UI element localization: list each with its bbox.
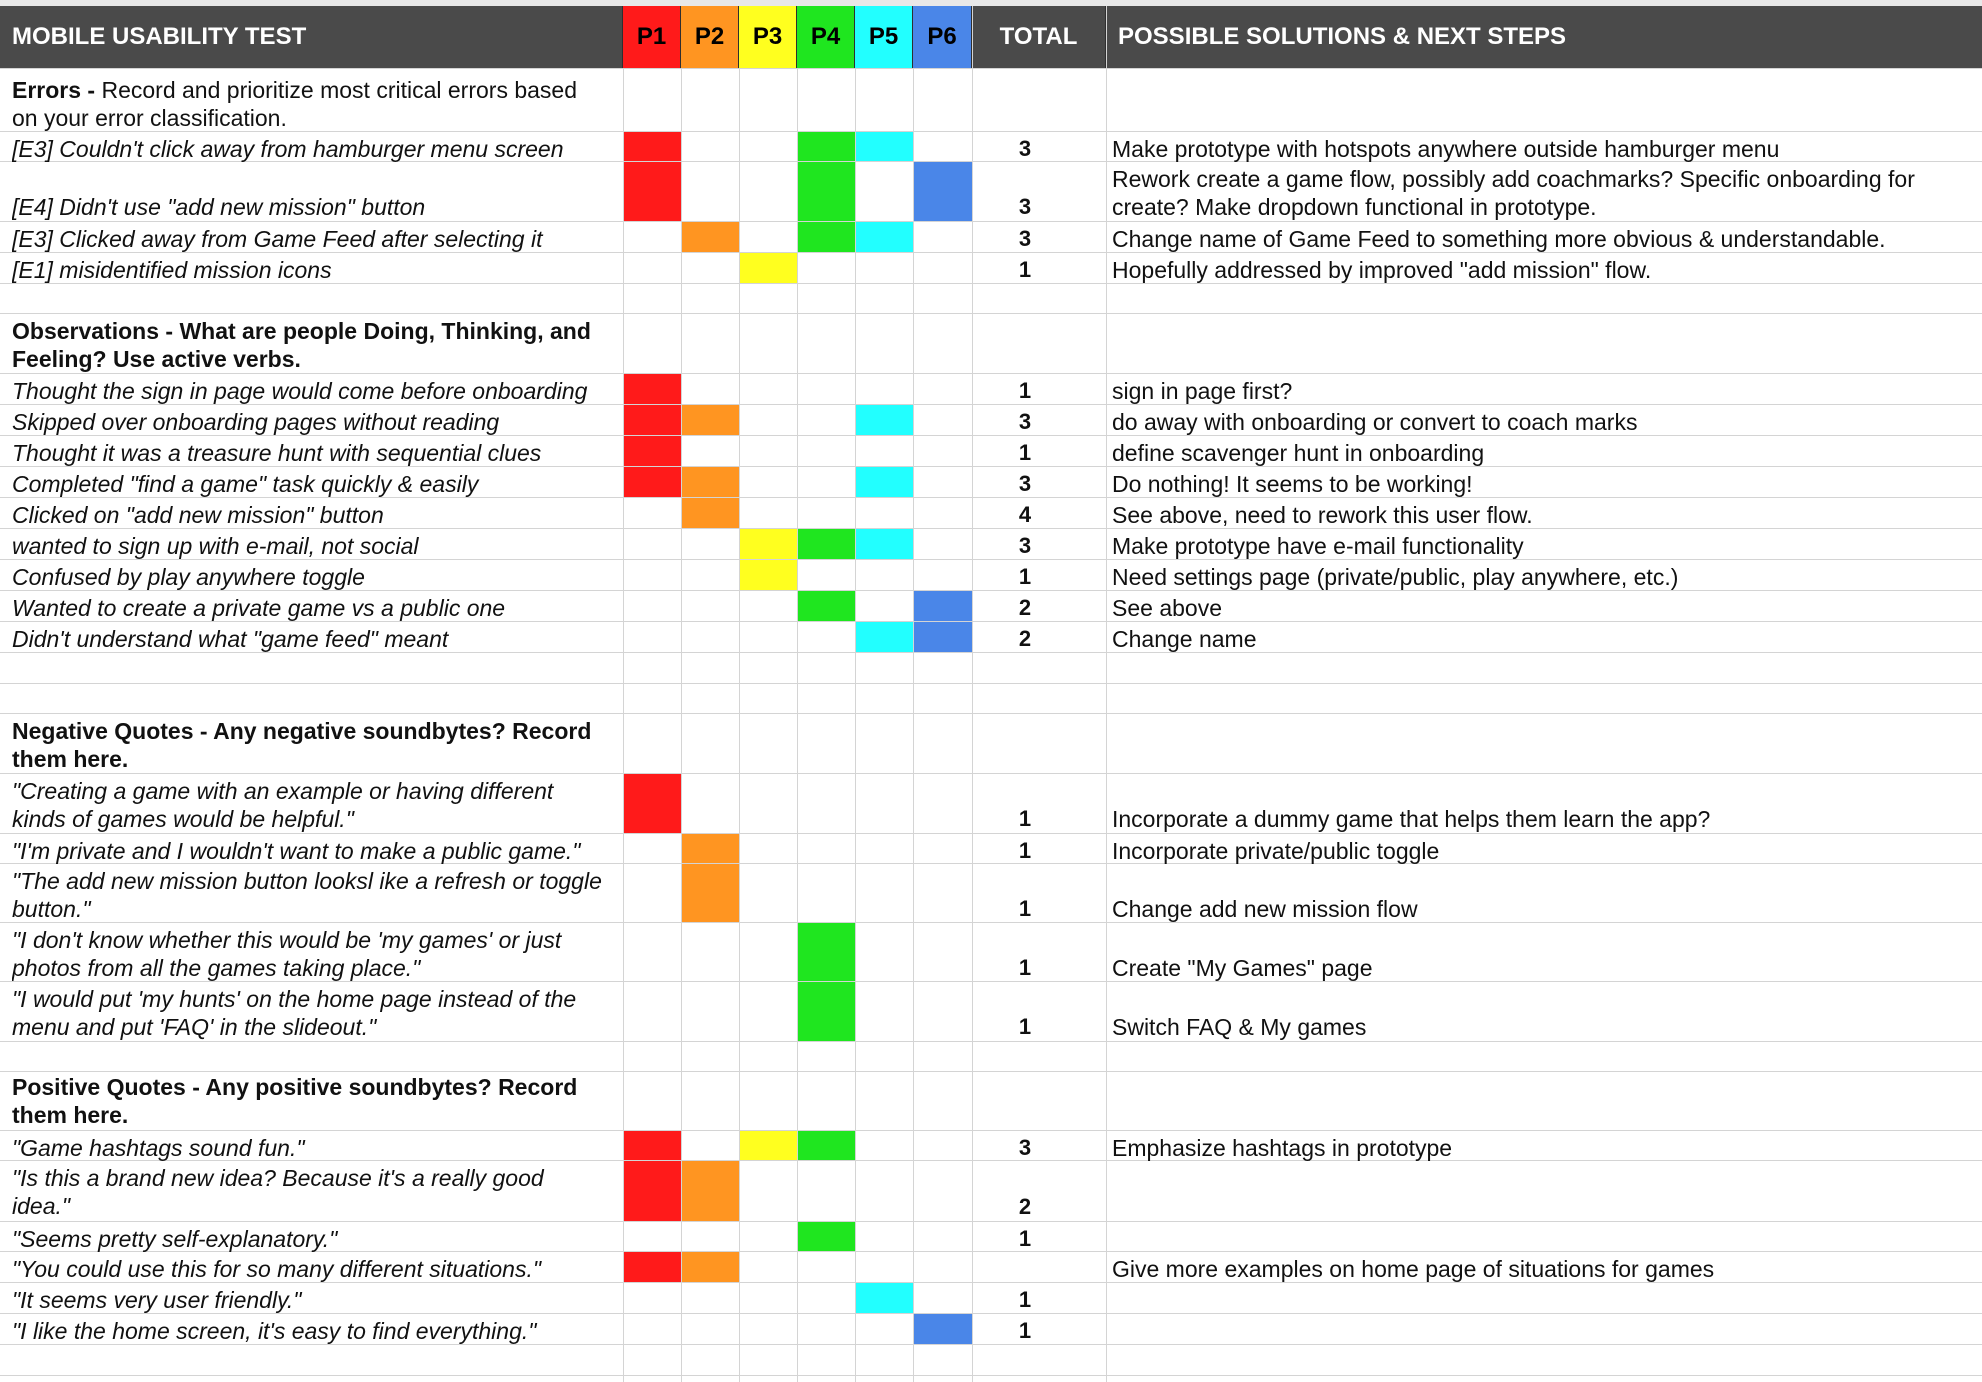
mark-p2[interactable] [682, 1161, 739, 1221]
item-total[interactable]: 3 [1018, 409, 1032, 434]
mark-p1[interactable] [624, 1131, 681, 1160]
item-solution[interactable]: define scavenger hunt in onboarding [1112, 440, 1485, 466]
item-solution[interactable]: Change name of Game Feed to something more obvious & understandable. [1112, 226, 1886, 252]
item-text[interactable]: "I would put 'my hunts' on the home page instead of the menu and put 'FAQ' in the slideout." [12, 986, 577, 1040]
mark-p2[interactable] [682, 467, 739, 497]
section-description: Any positive soundbytes? Record them here. [12, 1074, 578, 1128]
item-total[interactable]: 2 [1018, 626, 1032, 651]
mark-p3[interactable] [740, 560, 797, 590]
item-text[interactable]: Wanted to create a private game vs a public one [12, 595, 506, 621]
header-p3[interactable]: P3 [739, 6, 797, 68]
item-text[interactable]: Skipped over onboarding pages without reading [12, 409, 500, 435]
mark-p2[interactable] [682, 405, 739, 435]
header-title[interactable]: MOBILE USABILITY TEST [0, 6, 623, 68]
mark-p3[interactable] [740, 253, 797, 283]
mark-p3[interactable] [740, 1131, 797, 1160]
section-description: Record and prioritize most critical errors based on your error classification. [12, 77, 577, 131]
item-total[interactable]: 3 [1018, 226, 1032, 251]
mark-p1[interactable] [624, 405, 681, 435]
item-text[interactable]: "Is this a brand new idea? Because it's a really good idea." [12, 1165, 544, 1219]
mark-p4[interactable] [798, 529, 855, 559]
item-text[interactable]: Confused by play anywhere toggle [12, 564, 365, 590]
mark-p5[interactable] [856, 132, 913, 161]
item-solution[interactable]: Switch FAQ & My games [1112, 1014, 1367, 1040]
mark-p4[interactable] [798, 923, 855, 981]
mark-p1[interactable] [624, 1161, 681, 1221]
mark-p4[interactable] [798, 222, 855, 252]
item-text[interactable]: "It seems very user friendly." [12, 1287, 302, 1313]
item-text[interactable]: Completed "find a game" task quickly & easily [12, 471, 479, 497]
section-title: Errors - [12, 77, 102, 103]
item-solution[interactable]: Change add new mission flow [1112, 896, 1418, 922]
item-total[interactable]: 2 [1018, 1194, 1032, 1219]
item-solution[interactable]: Emphasize hashtags in prototype [1112, 1135, 1453, 1161]
item-total[interactable]: 1 [1018, 806, 1032, 831]
item-total[interactable]: 3 [1018, 471, 1032, 496]
item-total[interactable]: 1 [1018, 1318, 1032, 1343]
item-text[interactable]: Didn't understand what "game feed" meant [12, 626, 449, 652]
item-total[interactable]: 3 [1018, 1135, 1032, 1160]
item-solution[interactable]: Hopefully addressed by improved "add mission" flow. [1112, 257, 1652, 283]
mark-p4[interactable] [798, 162, 855, 221]
mark-p6[interactable] [914, 1314, 972, 1344]
item-total[interactable]: 2 [1018, 595, 1032, 620]
mark-p4[interactable] [798, 982, 855, 1041]
item-solution[interactable]: do away with onboarding or convert to coach marks [1112, 409, 1638, 435]
section-description: Any negative soundbytes? Record them here. [12, 718, 592, 772]
item-total[interactable]: 1 [1018, 1287, 1032, 1312]
item-text[interactable]: "Creating a game with an example or having different kinds of games would be helpful." [12, 778, 554, 832]
header-p5[interactable]: P5 [855, 6, 913, 68]
item-solution[interactable]: Make prototype have e-mail functionality [1112, 533, 1524, 559]
item-text[interactable]: "You could use this for so many different situations." [12, 1256, 541, 1282]
item-text[interactable]: [E4] Didn't use "add new mission" button [12, 194, 426, 220]
item-text[interactable]: [E3] Couldn't click away from hamburger menu screen [12, 136, 564, 162]
item-total[interactable]: 3 [1018, 194, 1032, 219]
header-solutions[interactable]: POSSIBLE SOLUTIONS & NEXT STEPS [1118, 23, 1567, 50]
mark-p1[interactable] [624, 774, 681, 833]
item-solution[interactable]: Do nothing! It seems to be working! [1112, 471, 1473, 497]
section-observations-header[interactable] [12, 317, 617, 373]
header-p6[interactable]: P6 [913, 6, 972, 68]
mark-p4[interactable] [798, 1131, 855, 1160]
mark-p6[interactable] [914, 591, 972, 621]
item-total[interactable]: 1 [1018, 896, 1032, 921]
item-solution[interactable]: Incorporate private/public toggle [1112, 838, 1440, 864]
header-p1[interactable]: P1 [623, 6, 681, 68]
item-solution[interactable]: Make prototype with hotspots anywhere outside hamburger menu [1112, 136, 1780, 162]
item-text[interactable]: "I like the home screen, it's easy to find everything." [12, 1318, 537, 1344]
mark-p5[interactable] [856, 622, 913, 652]
mark-p5[interactable] [856, 405, 913, 435]
item-solution[interactable]: See above [1112, 595, 1222, 621]
header-p2[interactable]: P2 [681, 6, 739, 68]
mark-p2[interactable] [682, 1252, 739, 1282]
item-solution[interactable]: Create "My Games" page [1112, 955, 1373, 981]
mark-p1[interactable] [624, 1252, 681, 1282]
mark-p2[interactable] [682, 864, 739, 922]
mark-p5[interactable] [856, 1283, 913, 1313]
item-text[interactable]: "I don't know whether this would be 'my games' or just photos from all the games taking place." [12, 927, 562, 981]
mark-p6[interactable] [914, 622, 972, 652]
item-text[interactable]: "Seems pretty self-explanatory." [12, 1226, 338, 1252]
item-total[interactable]: 3 [1018, 136, 1032, 161]
mark-p4[interactable] [798, 132, 855, 161]
section-title: Observations - [12, 318, 180, 344]
item-solution[interactable]: Change name [1112, 626, 1257, 652]
item-total[interactable]: 1 [1018, 440, 1032, 465]
mark-p1[interactable] [624, 436, 681, 466]
section-title: Negative Quotes - [12, 718, 214, 744]
item-text[interactable]: wanted to sign up with e-mail, not social [12, 533, 419, 559]
mark-p1[interactable] [624, 467, 681, 497]
item-total[interactable]: 4 [1018, 502, 1032, 527]
mark-p1[interactable] [624, 132, 681, 161]
item-total[interactable]: 1 [1018, 955, 1032, 980]
section-description: What are people Doing, Thinking, and Feeling? Use active verbs. [12, 318, 591, 372]
section-title: Positive Quotes - [12, 1074, 206, 1100]
section-negative-header[interactable] [12, 717, 617, 773]
item-solution[interactable]: Rework create a game flow, possibly add coachmarks? Specific onboarding for create? Make dropdown functional in prototype. [1112, 166, 1915, 220]
mark-p5[interactable] [856, 222, 913, 252]
item-total[interactable]: 1 [1018, 378, 1032, 403]
item-solution[interactable]: sign in page first? [1112, 378, 1293, 404]
item-total[interactable]: 1 [1018, 1226, 1032, 1251]
section-positive-header[interactable] [12, 1073, 617, 1129]
item-text[interactable]: [E3] Clicked away from Game Feed after selecting it [12, 226, 543, 252]
item-total[interactable]: 1 [1018, 838, 1032, 863]
header-total[interactable]: TOTAL [972, 6, 1106, 68]
mark-p5[interactable] [856, 467, 913, 497]
mark-p1[interactable] [624, 374, 681, 404]
item-total[interactable]: 1 [1018, 564, 1032, 589]
item-total[interactable]: 3 [1018, 533, 1032, 558]
header-p4[interactable]: P4 [797, 6, 855, 68]
item-text[interactable]: Thought the sign in page would come before onboarding [12, 378, 588, 404]
item-solution[interactable]: See above, need to rework this user flow. [1112, 502, 1533, 528]
item-total[interactable]: 1 [1018, 1014, 1032, 1039]
item-solution[interactable]: Give more examples on home page of situations for games [1112, 1256, 1715, 1282]
item-text[interactable]: "Game hashtags sound fun." [12, 1135, 305, 1161]
mark-p6[interactable] [914, 162, 972, 221]
item-total[interactable]: 1 [1018, 257, 1032, 282]
mark-p2[interactable] [682, 834, 739, 863]
section-errors-header[interactable] [12, 76, 617, 132]
item-text[interactable]: Thought it was a treasure hunt with sequential clues [12, 440, 542, 466]
mark-p3[interactable] [740, 529, 797, 559]
mark-p1[interactable] [624, 162, 681, 221]
mark-p4[interactable] [798, 591, 855, 621]
item-text[interactable]: Clicked on "add new mission" button [12, 502, 384, 528]
item-text[interactable]: "I'm private and I wouldn't want to make a public game." [12, 838, 581, 864]
item-text[interactable]: [E1] misidentified mission icons [12, 257, 332, 283]
item-solution[interactable]: Incorporate a dummy game that helps them learn the app? [1112, 806, 1711, 832]
mark-p2[interactable] [682, 498, 739, 528]
item-text[interactable]: "The add new mission button looksl ike a refresh or toggle button." [12, 868, 602, 922]
mark-p4[interactable] [798, 1222, 855, 1251]
mark-p5[interactable] [856, 529, 913, 559]
mark-p2[interactable] [682, 222, 739, 252]
item-solution[interactable]: Need settings page (private/public, play anywhere, etc.) [1112, 564, 1679, 590]
